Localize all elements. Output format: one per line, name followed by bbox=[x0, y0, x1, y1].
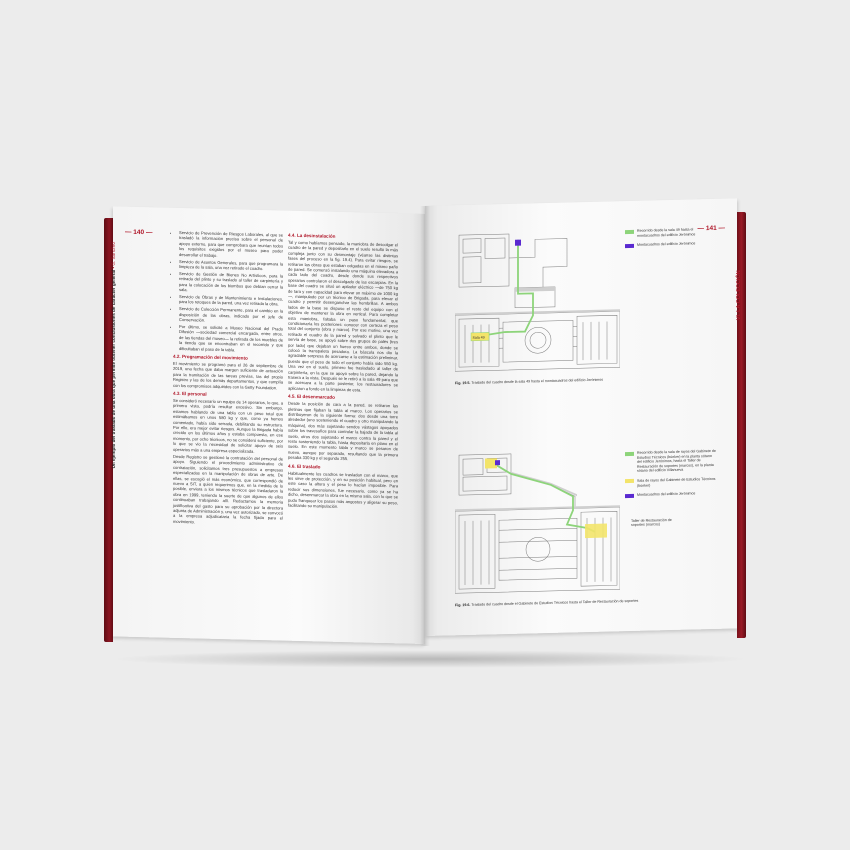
caption-number: Fig. 19.6. bbox=[455, 602, 471, 608]
legend-item bbox=[625, 449, 717, 474]
workshop-callout: Taller de Restauración de soportes (marcos) bbox=[631, 517, 672, 528]
list-item: • Por último, se solicitó a Museo Nacional del Prado Difusión —sociedad comercial encargada, entre otros, de las tiendas del museo— la retirada de los muebles de la tienda que se encontraban en el recorrido y que dificultaban el paso de la tabla. bbox=[179, 324, 283, 354]
paragraph: Habitualmente los cuadros se trasladan con el marco, que les sirve de protección, y en su posición habitual, pero en este caso la altura y el peso lo hacían imposible. Para reducir sus dimensiones, fue necesario, como ya se ha dicho, desenmarcar la obra en la misma sala, con lo que se pudo franquear los pasos más angostos y aligerar su peso, facilitando su manipulación. bbox=[288, 470, 398, 509]
paragraph: El movimiento se programó para el 26 de septiembre de 2019, una fecha que daba margen suficiente de actuación para la tramitación de las tareas previas, tas del propio Registro y las de los demás departamentos, y que cumplía con los compromisos adquiridos con la Getty Foundation. bbox=[173, 360, 283, 390]
bunker-swatch-icon bbox=[625, 479, 634, 483]
floor-plan-drawing bbox=[455, 225, 620, 377]
left-column-2 bbox=[288, 233, 398, 513]
list-item: • Servicio de Colección Permanente, para el cambio en la disposición de las obras, indicado por el jefe de Conservación. bbox=[179, 306, 283, 325]
legend-label: Montacuadros del edificio Jerónimos bbox=[637, 491, 696, 497]
paragraph: Tal y como habíamos pensado, la maniobra de descolgar el cuadro de la pared y depositarlo en el suelo resultó la más compleja junto con su desmontaje (véanse las distintas fases del proceso en la fig. 19.4). Para evitar riesgos, se retiraron las obras que estaban colgadas en el mismo paño de pared. Se comenzó instalando una máquina elevadora a cada lado del cuadro, desde donde sus respectivos operarios controlaron el descolgado de las escarpias. En la base del cuadro se situó un apilador eléctrico —de 750 kg de tara y con capacidad para elevar un máximo de 1000 kg—, manipulado por un técnico de Brigada, para elevar el cuadro y permitir desenganchar las hembrillas. A ambos lados de la base se dispuso el resto del equipo con el objetivo de mantener la obra en vertical. Para completar esta maniobra, faltaba un paso fundamental, que condicionaría los posteriores: conocer con certeza el peso total del conjunto (obra y marco). Por ese motivo, una vez retirado el cuadro de la pared y salvado el plinto que le servía de base, se apoyó sobre dos grupos de palés (tres por lado) que dejaban un hueco entre ambos, donde se colocó la transpaleta pesadora. La báscula nos dio la agradable sorpresa de acercarse a la estimación preliminar, puesto que el peso de todo el conjunto había sido 550 kg. Una vez en el suelo, primero fue trasladado al taller de carpintería, en la que se apoyó sobre la pared, dejando la trasera a la vista. Después se le retiró a la sala 49 para que se acercara a la parte posterior, los restauradores se aplicaron a fondo en la limpieza de esta. bbox=[288, 239, 398, 393]
legend-item bbox=[625, 491, 717, 498]
legend-item bbox=[625, 477, 717, 488]
lift-marker bbox=[495, 460, 500, 465]
figure-2-caption bbox=[455, 597, 720, 607]
caption-text: Traslado del cuadro desde el Gabinete de Estudios Técnicos hasta el Taller de Restauración de soportes bbox=[471, 598, 639, 607]
floor-plan-figure-1 bbox=[455, 225, 620, 377]
running-head-author: • G. Sánchez bbox=[111, 241, 116, 269]
caption-number: Fig. 19.5. bbox=[455, 380, 471, 386]
section-heading: 4.5. El desenmarcado bbox=[288, 393, 335, 401]
right-page-number: — 141 — bbox=[697, 224, 725, 233]
services-list bbox=[173, 230, 283, 354]
list-item: • Servicio de Asuntos Generales, para que programara la limpieza de la sala, una vez retirado el cuadro. bbox=[179, 259, 283, 272]
legend-item bbox=[625, 227, 717, 238]
section-heading: 4.6. El traslado bbox=[288, 463, 321, 470]
left-running-head bbox=[111, 228, 116, 468]
left-page bbox=[113, 206, 425, 644]
section-heading: 4.4. La desinstalación bbox=[288, 232, 336, 239]
section-heading: 4.3. El personal bbox=[173, 390, 207, 397]
legend-label: Recorrido desde la sala 49 hasta el montacuadros del edificio Jerónimos bbox=[637, 227, 696, 238]
route-path bbox=[495, 462, 595, 534]
legend-item bbox=[625, 241, 717, 248]
book-gutter bbox=[420, 206, 430, 646]
floor-plan-drawing bbox=[455, 447, 620, 599]
list-item: • Servicio de Prevención de Riesgos Laborales, al que se trasladó la información precisa sobre el personal de apoyo externo, para que comprobara que reunían todos los requisitos exigidos por el museo para poder desarrollar el trabajo. bbox=[179, 230, 283, 260]
floor-plan-figure-2 bbox=[455, 447, 620, 599]
paragraph: Desde Registro se gestionó la contratación del personal de apoyo. Siguiendo el procedimiento administrativo de contratación, solicitamos tres presupuestos a empresas especializadas en la manipulación de obras de arte. De ellas, se escogió el más económico, que correspondió de nuevo a SIT, a quien requerimos que, en la medida de lo posible, enviara a los mismos técnicos que trasladaron la obra en 1999, teniendo la suerte de que algunos de ellos continuaban trabajando allí. Redactamos la memoria justificativa del gasto para su aprobación por la directora adjunta de Administración y, una vez autorizado, se convocó a la empresa adjudicataria la fecha fijada para el movimiento. bbox=[173, 453, 283, 525]
left-column-1 bbox=[173, 230, 283, 529]
room-label: Sala 49 bbox=[472, 335, 485, 340]
legend-label: Sala de rayos del Gabinete de Estudios Técnicos (búnker) bbox=[637, 476, 716, 488]
caption-text: Traslado del cuadro desde la sala 49 hasta el montacuadros del edificio Jerónimos bbox=[471, 377, 604, 385]
section-heading: 4.2. Programación del movimiento bbox=[173, 353, 248, 361]
running-head-title: Un ejemplo del traslado de una obra que permite obtener conclusiones de carácter general bbox=[111, 269, 116, 469]
route-swatch-icon bbox=[625, 229, 634, 233]
left-page-number: — 140 — bbox=[125, 228, 153, 237]
legend-label: Recorrido desde la sala de rayos del Gabinete de Estudios Técnicos (búnker) en la planta sótano del edificio Jerónimos, hasta el Taller de Restauración de soportes (marcos), en la planta sótano del edificio Villanueva bbox=[637, 448, 716, 474]
legend-label: Montacuadros del edificio Jerónimos bbox=[637, 241, 696, 248]
paragraph: Se consideró necesario un equipo de 14 operarios, lo que, a primera vista, podría resultar excesivo. Sin embargo, estamos hablando de una tabla con un peso total que estimábamos en unos 580 kg y que, como ya hemos comentado, había sido serrada, debilitando su estructura. Por ello, era mejor evitar riesgos. Aunque la Brigada había crecido en los últimos años y estaba compuesta, en ese momento, por ocho técnicos, no se consideró suficiente, por lo que se vio la necesidad de solicitar apoyo de seis operarios más a una empresa especializada. bbox=[173, 397, 283, 454]
figure-1-legend bbox=[625, 227, 717, 253]
lift-swatch-icon bbox=[625, 244, 634, 248]
lift-swatch-icon bbox=[625, 494, 634, 498]
paragraph: Desde la posición de cara a la pared, se retiraron las pletinas que fijaban la tabla al marco. Los operarios se distribuyeron de la siguiente forma: dos desde una torre alrededor (uno sosteniendo el cuadro y otro manipulando la máquina), dos más sujetando sendos vástagos apoyados sobre los travesaños para controlar la bajada de la tabla al suelo, otros dos sujetando el marco contra la pared y el resto sosteniendo la tabla, hasta depositarla en plano en el suelo. En este momento tabla y marco se pesaron de nuevo, aunque por separado, resultando que la primera pesaba 330 kg y el segundo 255. bbox=[288, 400, 398, 462]
list-item: • Servicio de Gestión de Bienes No Artísticos, para la retirada del plinto y su traslado al taller de carpintería y para la colocación de los biombos que debían cerrar la sala. bbox=[179, 271, 283, 295]
right-page bbox=[425, 198, 742, 636]
lift-marker bbox=[515, 240, 521, 246]
list-item: • Servicio de Obras y de Mantenimiento e Instalaciones, para los retoques de la pared, una vez retirada la obra. bbox=[179, 294, 283, 307]
right-running-head: VI. LA COLECCIÓN bbox=[736, 270, 742, 321]
book-shadow bbox=[110, 650, 750, 668]
route-swatch-icon bbox=[625, 451, 634, 455]
workshop-highlight bbox=[585, 524, 607, 539]
figure-1-caption bbox=[455, 375, 720, 385]
figure-2-legend bbox=[625, 449, 717, 503]
